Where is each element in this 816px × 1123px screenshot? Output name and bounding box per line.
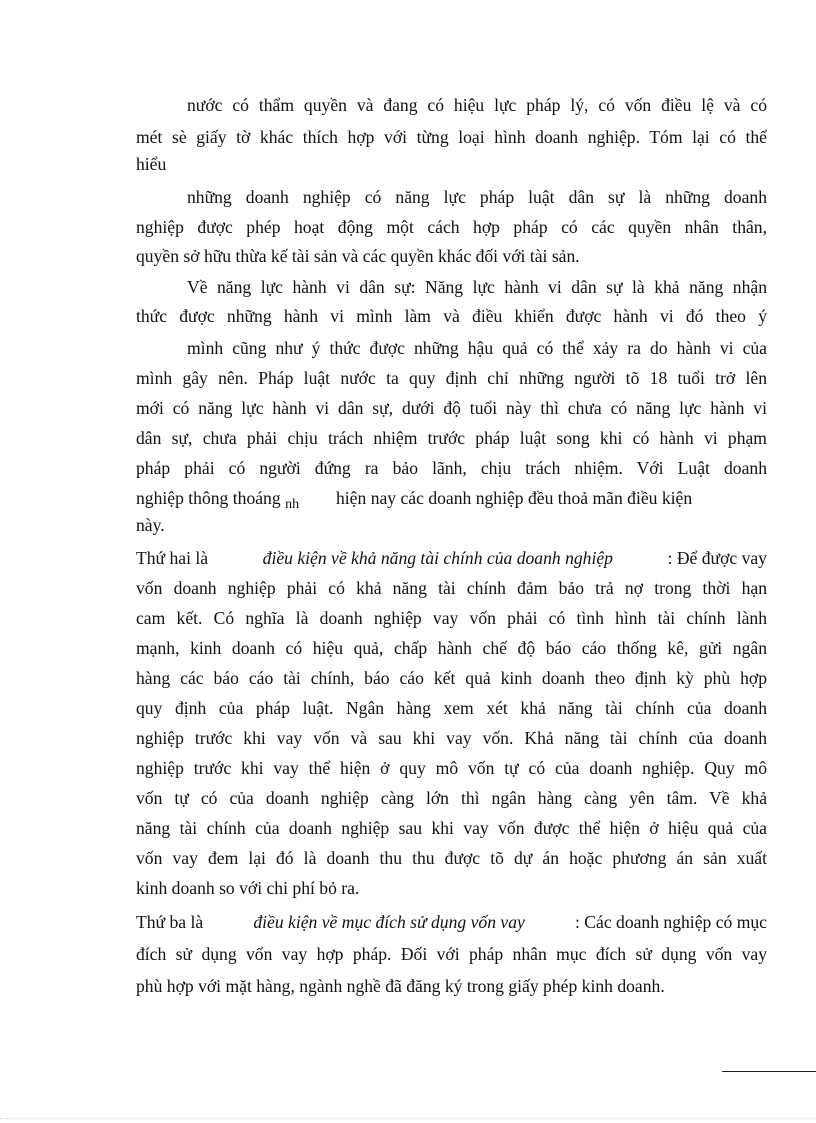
- text-line: nghiệp trước khi vay vốn và sau khi vay vốn. Khả năng tài chính của doanh: [136, 728, 767, 748]
- text-line: quy định của pháp luật. Ngân hàng xem xét khả năng tài chính của doanh: [136, 698, 767, 718]
- text-segment: hiện nay các doanh nghiệp đều thoả mãn điều kiện: [336, 488, 693, 508]
- text-line: hiểu: [136, 154, 167, 174]
- text-line: mình cũng như ý thức được những hậu quả có thể xảy ra do hành vi của: [187, 338, 767, 358]
- text-line: vốn doanh nghiệp phải có khả năng tài chính đảm bảo trả nợ trong thời hạn: [136, 578, 767, 598]
- text-line: vốn vay đem lại đó là doanh thu thu được tõ dự án hoặc phương án sản xuất: [136, 848, 767, 868]
- text-line-composite: [136, 547, 767, 569]
- text-line: phù hợp với mặt hàng, ngành nghề đã đăng ký trong giấy phép kinh doanh.: [136, 976, 665, 996]
- italic-heading: điều kiện về khả năng tài chính của doanh nghiệp: [262, 548, 613, 568]
- text-line: mạnh, kinh doanh có hiệu quả, chấp hành chế độ báo cáo thống kê, gửi ngân: [136, 638, 767, 658]
- page-bottom-border: [0, 1118, 816, 1119]
- text-line: này.: [136, 515, 165, 535]
- text-line: pháp phải có người đứng ra bảo lãnh, chịu trách nhiệm. Với Luật doanh: [136, 458, 767, 478]
- text-line: kinh doanh so với chi phí bỏ ra.: [136, 878, 360, 898]
- text-line: cam kết. Có nghĩa là doanh nghiệp vay vốn phải có tình hình tài chính lành: [136, 608, 767, 628]
- text-line: mét sè giấy tờ khác thích hợp với từng loại hình doanh nghiệp. Tóm lại có thể: [136, 127, 767, 147]
- footnote-divider: [722, 1071, 816, 1072]
- text-line-composite: [136, 487, 767, 512]
- text-segment: Thứ hai là: [136, 548, 209, 568]
- text-segment: : Để được vay: [667, 548, 767, 568]
- text-line: nghiệp được phép hoạt động một cách hợp pháp có các quyền nhân thân,: [136, 217, 767, 237]
- text-segment: nghiệp thông thoáng: [136, 488, 281, 508]
- text-segment: Thứ ba là: [136, 912, 204, 932]
- italic-heading: điều kiện về mục đích sử dụng vốn vay: [253, 912, 525, 932]
- text-line: năng tài chính của doanh nghiệp sau khi vay vốn được thể hiện ở hiệu quả của: [136, 818, 767, 838]
- text-line: những doanh nghiệp có năng lực pháp luật dân sự là những doanh: [187, 187, 767, 207]
- text-line: dân sự, chưa phải chịu trách nhiệm trước pháp luật song khi có hành vi phạm: [136, 428, 767, 448]
- text-line: đích sử dụng vốn vay hợp pháp. Đối với pháp nhân mục đích sử dụng vốn vay: [136, 944, 767, 964]
- text-line: mới có năng lực hành vi dân sự, dưới độ tuổi này thì chưa có năng lực hành vi: [136, 398, 767, 418]
- text-line: quyền sở hữu thừa kế tài sản và các quyền khác đối với tài sản.: [136, 246, 580, 266]
- text-line: thức được những hành vi mình làm và điều khiển được hành vi đó theo ý: [136, 306, 767, 326]
- text-line: nước có thẩm quyền và đang có hiệu lực pháp lý, có vốn điều lệ và có: [187, 95, 767, 115]
- text-line: mình gây nên. Pháp luật nước ta quy định chỉ những người tõ 18 tuổi trở lên: [136, 368, 767, 388]
- text-segment: : Các doanh nghiệp có mục: [574, 912, 767, 932]
- text-line: vốn tự có của doanh nghiệp càng lớn thì ngân hàng càng yên tâm. Về khả: [136, 788, 767, 808]
- text-line-composite: [136, 911, 767, 933]
- text-line: Về năng lực hành vi dân sự: Năng lực hành vi dân sự là khả năng nhận: [187, 277, 767, 297]
- text-line: hàng các báo cáo tài chính, báo cáo kết quả kinh doanh theo định kỳ phù hợp: [136, 668, 767, 688]
- stray-text-fragment: nh: [285, 497, 300, 512]
- text-line: nghiệp trước khi vay thể hiện ở quy mô vốn tự có của doanh nghiệp. Quy mô: [136, 758, 767, 778]
